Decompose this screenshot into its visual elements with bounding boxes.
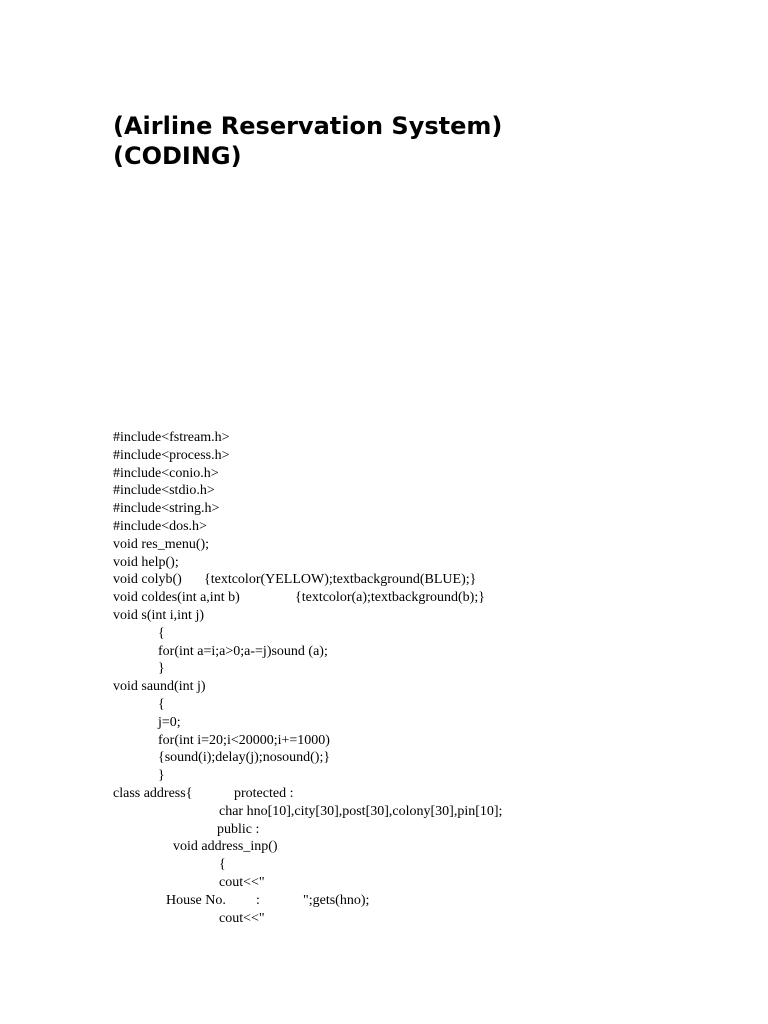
code-text: {sound(i);delay(j);nosound();}	[158, 750, 331, 766]
code-text: void address_inp()	[173, 839, 278, 855]
title-line-1: (Airline Reservation System)	[113, 112, 503, 140]
code-text: protected :	[234, 785, 294, 801]
code-text: #include<stdio.h>	[113, 483, 215, 499]
code-text: :	[256, 892, 260, 908]
code-text: for(int a=i;a>0;a-=j)sound (a);	[158, 643, 328, 659]
code-text: void s(int i,int j)	[113, 607, 204, 623]
code-text: #include<process.h>	[113, 447, 230, 463]
code-text: #include<dos.h>	[113, 518, 207, 534]
code-text: public :	[217, 821, 260, 837]
code-text: House No.	[166, 892, 226, 908]
code-text: {textcolor(a);textbackground(b);}	[295, 590, 485, 606]
code-text: class address{	[113, 785, 193, 801]
code-text: }	[158, 661, 165, 677]
code-text: cout<<"	[219, 874, 265, 890]
code-text: void saund(int j)	[113, 679, 206, 695]
code-text: {	[158, 696, 165, 712]
code-text: {textcolor(YELLOW);textbackground(BLUE);}	[204, 572, 477, 588]
code-text: {	[219, 857, 226, 873]
code-text: for(int i=20;i<20000;i+=1000)	[158, 732, 330, 748]
code-text: #include<string.h>	[113, 501, 220, 517]
code-text: char hno[10],city[30],post[30],colony[30],pin[10];	[219, 803, 503, 819]
code-text: #include<conio.h>	[113, 465, 219, 481]
code-text: j=0;	[158, 714, 181, 730]
code-text: #include<fstream.h>	[113, 430, 230, 445]
code-text: cout<<"	[219, 910, 265, 926]
title-line-2: (CODING)	[113, 142, 242, 170]
code-text: void coldes(int a,int b)	[113, 590, 240, 606]
code-text: {	[158, 625, 165, 641]
code-text: ";gets(hno);	[303, 892, 370, 908]
code-text: void colyb()	[113, 572, 182, 588]
code-text: void help();	[113, 554, 179, 570]
code-text: void res_menu();	[113, 536, 210, 552]
code-text: }	[158, 768, 165, 784]
document-title	[113, 111, 502, 171]
